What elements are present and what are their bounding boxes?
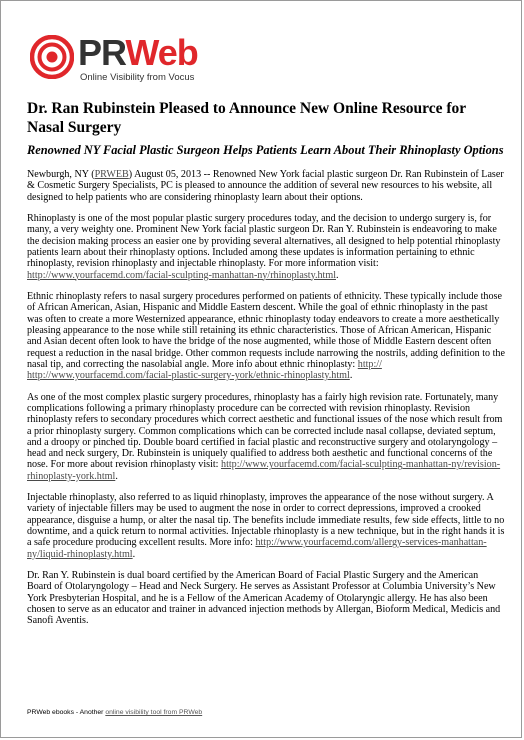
press-release-title: Dr. Ran Rubinstein Pleased to Announce New Online Resource for Nasal Surgery — [27, 100, 466, 136]
logo-web: Web — [125, 32, 198, 73]
page-footer — [27, 709, 202, 716]
press-release-body — [27, 169, 505, 637]
logo-pr: PR — [78, 32, 126, 73]
ethnic-rhinoplasty-link[interactable]: http://www.yourfacemd.com/facial-plastic-surgery-york/ethnic-rhinoplasty.html — [27, 370, 350, 382]
logo-wordmark — [78, 33, 198, 73]
paragraph-text: Dr. Ran Y. Rubinstein is dual board certified by the American Board of Facial Plastic Surgery and the American Board of Otolaryngology – Head and Neck Surgery. He serves as Assistant Professor at Columbia University’s New York Presbyterian Hospital, and he is a Fellow of the American Academy of Otolaryngic allergy. He has also been chosen to serve as an educator and trainer in advanced injection methods by Allergan, Bioform Medical, Medicis and Sanofi Aventis. — [27, 570, 501, 627]
paragraph-text: Injectable rhinoplasty, also referred to as liquid rhinoplasty, improves the appearance of the nose without surgery. A variety of injectable fillers may be used to augment the nose in order to correct depressions, improved a crooked appearance, disguise a hump, or alter the nasal tip. The benefits include immediate results, few side effects, little to no downtime, and a quick return to normal activities. Injectable rhinoplasty is a new technique, but in the right hands it is a safe procedure producing excellent results. More info: — [27, 492, 505, 549]
http-link[interactable]: http:// — [357, 358, 382, 370]
paragraph-text: Rhinoplasty is one of the most popular plastic surgery procedures today, and the decision to undergo surgery is, for many, a very weighty one. Prominent New York facial plastic surgeon Dr. Ran Y. Rubinstein is endeavoring to make the decision making process an easier one by providing several alternatives, all designed to help potential rhinoplasty patients learn about their rhinoplasty options. Included among these updates is information pertaining to ethnic rhinoplasty, revision rhinoplasty and injectable rhinoplasty. For more information visit: — [27, 213, 501, 270]
paragraph-text: . — [132, 548, 136, 560]
rhinoplasty-link[interactable]: http://www.yourfacemd.com/facial-sculpting-manhattan-ny/rhinoplasty.html — [27, 269, 336, 281]
paragraph-ethnic-rhinoplasty — [27, 291, 505, 381]
paragraph-text: . — [349, 370, 353, 382]
paragraph-intro — [27, 169, 505, 203]
target-rings-icon — [30, 35, 74, 79]
paragraph-text: ) August 05, 2013 -- Renowned New York facial plastic surgeon Dr. Ran Rubinstein of Laser & Cosmetic Surgery Specialists, PC is pleased to announce the addition of several new resources to his website, all designed to help patients who are considering rhinoplasty learn about their options. — [27, 169, 504, 203]
paragraph-text: As one of the most complex plastic surgery procedures, rhinoplasty has a fairly high revision rate. Fortunately, many complications following a primary rhinoplasty procedure can be corrected with revision rhinoplasty. Revision rhinoplasty refers to secondary procedures which correct aesthetic and functional issues of the nose which result from a prior rhinoplasty surgery. Common complications which can be corrected include nasal collapse, deviated septum, and a droopy or pinched tip. Double board certified in facial plastic and reconstructive surgery and otolaryngology – head and neck surgery, Dr. Rubinstein is uniquely qualified to address both aesthetic and functional concerns of the nose. For more about revision rhinoplasty visit: — [27, 391, 503, 471]
footer-link[interactable]: online visibility tool from PRWeb — [105, 709, 203, 716]
liquid-rhinoplasty-link[interactable]: http://www.yourfacemd.com/allergy-services-manhattan-ny/liquid-rhinoplasty.html — [27, 537, 487, 560]
paragraph-about-doctor — [27, 570, 505, 626]
press-release-subtitle: Renowned NY Facial Plastic Surgeon Helps Patients Learn About Their Rhinoplasty Options — [27, 143, 504, 157]
paragraph-text: . — [115, 470, 118, 482]
logo-tagline: Online Visibility from Vocus — [80, 72, 195, 83]
paragraph-injectable-rhinoplasty — [27, 492, 505, 560]
footer-text: PRWeb ebooks - Another — [27, 709, 106, 716]
paragraph-revision-rhinoplasty — [27, 392, 505, 482]
paragraph-text: Newburgh, NY ( — [27, 169, 95, 180]
prweb-link[interactable]: PRWEB — [94, 169, 129, 180]
revision-rhinoplasty-link[interactable]: http://www.yourfacemd.com/facial-sculpting-manhattan-ny/revision-rhinoplasty-york.html — [27, 459, 501, 482]
paragraph-rhinoplasty — [27, 213, 505, 281]
paragraph-text: Ethnic rhinoplasty refers to nasal surgery procedures performed on patients of ethnicity. These typically include those of African American, Asian, Hispanic and Middle Eastern descent. While the goal of ethnic rhinoplasty in the past was often to create a more Westernized appearance, ethnic rhinoplasty today endeavors to create a more aesthetically pleasing appearance to the nose while still retaining its ethnic characteristics. Those of African American, Hispanic and Asian decent often look to have the bridge of the nose augmented, while those of Middle Eastern descent often request a reduction in the nasal bridge. Other common requests include narrowing the nostrils, adding definition to the nasal tip, and correcting the nasolabial angle. More info about ethnic rhinoplasty: — [27, 291, 505, 370]
paragraph-text: . — [336, 269, 339, 281]
prweb-logo — [30, 32, 230, 85]
